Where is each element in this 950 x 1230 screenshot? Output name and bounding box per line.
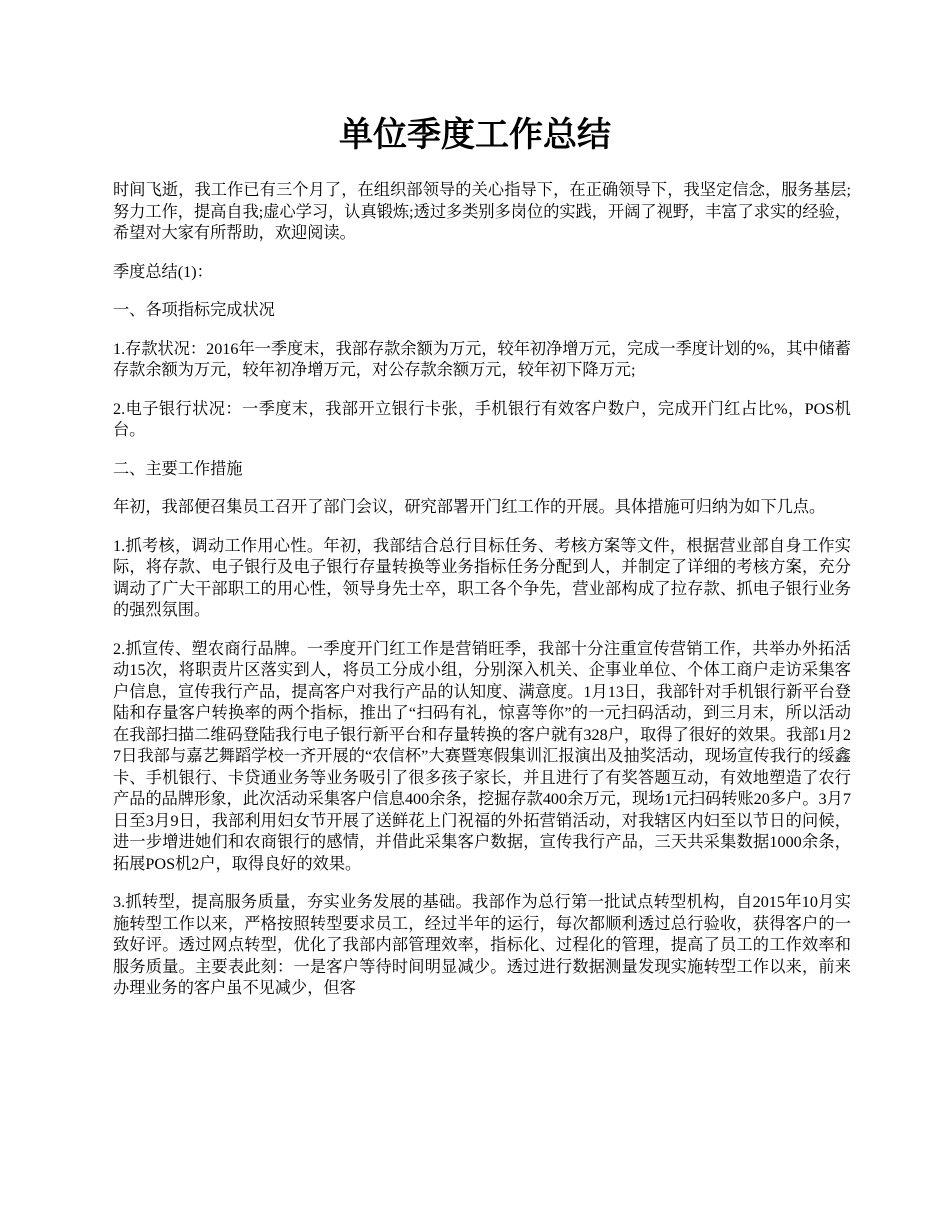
paragraph-deposits: 1.存款状况：2016年一季度末，我部存款余额为万元，较年初净增万元，完成一季度计划的%，其中储蓄存款余额为万元，较年初净增万元，对公存款余额万元，较年初下降万元; <box>113 339 851 379</box>
paragraph-meeting: 年初，我部便召集员工召开了部门会议，研究部署开门红工作的开展。具体措施可归纳为如下几点。 <box>113 498 826 516</box>
document-title: 单位季度工作总结 <box>339 117 611 154</box>
paragraph-e-banking: 2.电子银行状况：一季度末，我部开立银行卡张，手机银行有效客户数户，完成开门红占比%，POS机台。 <box>113 399 851 439</box>
paragraph-intro: 时间飞逝，我工作已有三个月了，在组织部领导的关心指导下，在正确领导下，我坚定信念，服务基层;努力工作，提高自我;虚心学习，认真锻炼;透过多类别多岗位的实践，开阔了视野，丰富了求实的经验，希望对大家有所帮助，欢迎阅读。 <box>113 181 851 242</box>
heading-measures: 二、主要工作措施 <box>113 459 243 478</box>
paragraph-assessment: 1.抓考核，调动工作用心性。年初，我部结合总行目标任务、考核方案等文件，根据营业部自身工作实际，将存款、电子银行及电子银行存量转换等业务指标任务分配到人，并制定了详细的考核方案，充分调动了广大干部职工的用心性，领导身先士卒，职工各个争先，营业部构成了拉存款、抓电子银行业务的强烈氛围。 <box>113 536 851 619</box>
document-body <box>113 180 851 1017</box>
paragraph-transformation: 3.抓转型，提高服务质量，夯实业务发展的基础。我部作为总行第一批试点转型机构，自2015年10月实施转型工作以来，严格按照转型要求员工，经过半年的运行，每次都顺利透过总行验收，获得客户的一致好评。透过网点转型，优化了我部内部管理效率，指标化、过程化的管理，提高了员工的工作效率和服务质量。主要表此刻：一是客户等待时间明显减少。透过进行数据测量发现实施转型工作以来，前来办理业务的客户虽不见减少，但客 <box>113 893 851 997</box>
paragraph-promotion: 2.抓宣传、塑农商行品牌。一季度开门红工作是营销旺季，我部十分注重宣传营销工作，共举办外拓活动15次，将职责片区落实到人，将员工分成小组，分别深入机关、企事业单位、个体工商户走访采集客户信息，宣传我行产品，提高客户对我行产品的认知度、满意度。1月13日，我部针对手机银行新平台登陆和存量客户转换率的两个指标，推出了“扫码有礼，惊喜等你”的一元扫码活动，到三月末，所以活动在我部扫描二维码登陆我行电子银行新平台和存量转换的客户就有328户，取得了很好的效果。我部1月27日我部与嘉艺舞蹈学校一齐开展的“农信杯”大赛暨寒假集训汇报演出及抽奖活动，现场宣传我行的绥鑫卡、手机银行、卡贷通业务等业务吸引了很多孩子家长，并且进行了有奖答题互动，有效地塑造了农行产品的品牌形象，此次活动采集客户信息400余条，挖掘存款400余万元，现场1元扫码转账20多户。3月7日至3月9日，我部利用妇女节开展了送鲜花上门祝福的外拓营销活动，对我辖区内妇至以节日的问候，进一步增进她们和农商银行的感情，并借此采集客户数据，宣传我行产品，三天共采集数据1000余条，拓展POS机2户，取得良好的效果。 <box>113 639 851 873</box>
paragraph-section-label: 季度总结(1)： <box>113 262 213 281</box>
heading-indicators: 一、各项指标完成状况 <box>113 301 275 319</box>
